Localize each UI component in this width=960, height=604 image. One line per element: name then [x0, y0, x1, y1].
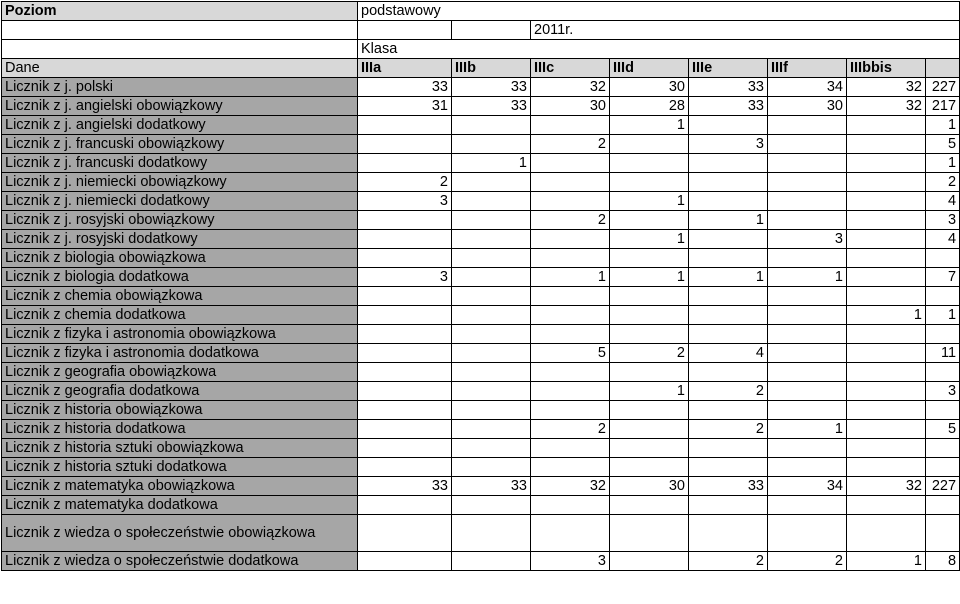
cell-value [358, 401, 452, 420]
cell-value [358, 287, 452, 306]
cell-value [768, 287, 847, 306]
cell-value [689, 306, 768, 325]
cell-value [847, 135, 926, 154]
cell-value: 3 [689, 135, 768, 154]
cell-value: 1 [610, 116, 689, 135]
cell-value: 3 [358, 192, 452, 211]
cell-value [358, 154, 452, 173]
cell-value [768, 515, 847, 552]
cell-value [531, 382, 610, 401]
cell-value: 2 [768, 552, 847, 571]
table-row [2, 211, 960, 230]
cell-value [531, 458, 610, 477]
cell-value: 33 [689, 78, 768, 97]
row-label: Licznik z j. rosyjski obowiązkowy [2, 211, 358, 230]
cell-value [847, 382, 926, 401]
cell-value [847, 268, 926, 287]
cell-value: 2 [689, 552, 768, 571]
cell-value [689, 192, 768, 211]
table-row [2, 382, 960, 401]
row-total [926, 249, 960, 268]
row-total: 227 [926, 78, 960, 97]
table-row [2, 552, 960, 571]
cell-value: 33 [689, 97, 768, 116]
cell-value [689, 230, 768, 249]
cell-value [610, 287, 689, 306]
cell-value [847, 420, 926, 439]
cell-value: 2 [531, 420, 610, 439]
cell-value [358, 116, 452, 135]
cell-value: 32 [531, 78, 610, 97]
cell-value [358, 306, 452, 325]
cell-value [689, 116, 768, 135]
cell-value [358, 420, 452, 439]
cell-value [768, 344, 847, 363]
cell-value [452, 458, 531, 477]
cell-value [689, 363, 768, 382]
table-row [2, 477, 960, 496]
row-label: Licznik z biologia obowiązkowa [2, 249, 358, 268]
row-label: Licznik z historia sztuki obowiązkowa [2, 439, 358, 458]
cell-value: 2 [610, 344, 689, 363]
cell-value [768, 154, 847, 173]
cell-value [452, 496, 531, 515]
cell-value [531, 287, 610, 306]
cell-value [452, 515, 531, 552]
cell-value [452, 344, 531, 363]
cell-value [768, 306, 847, 325]
row-total [926, 287, 960, 306]
cell-value: 32 [847, 78, 926, 97]
table-row [2, 344, 960, 363]
cell-value: 33 [689, 477, 768, 496]
cell-value [689, 401, 768, 420]
row-label: Licznik z j. angielski dodatkowy [2, 116, 358, 135]
cell-value: 30 [768, 97, 847, 116]
row-label: Licznik z wiedza o społeczeństwie obowiązkowa [2, 515, 358, 552]
table-row [2, 135, 960, 154]
cell-value [768, 116, 847, 135]
cell-value [358, 249, 452, 268]
cell-value: 1 [768, 268, 847, 287]
cell-value [358, 552, 452, 571]
cell-value [358, 363, 452, 382]
row-label: Licznik z chemia obowiązkowa [2, 287, 358, 306]
row-total: 8 [926, 552, 960, 571]
cell-value: 33 [358, 477, 452, 496]
cell-value [689, 439, 768, 458]
cell-value [768, 363, 847, 382]
cell-value: 34 [768, 78, 847, 97]
cell-value [358, 439, 452, 458]
table-row [2, 515, 960, 552]
cell-value [452, 306, 531, 325]
year-spacer-3 [452, 21, 531, 40]
cell-value: 3 [531, 552, 610, 571]
class-header: IIIbbis [847, 59, 926, 78]
cell-value [452, 268, 531, 287]
cell-value [689, 249, 768, 268]
cell-value [531, 325, 610, 344]
row-label: Licznik z geografia obowiązkowa [2, 363, 358, 382]
cell-value: 3 [768, 230, 847, 249]
cell-value: 4 [689, 344, 768, 363]
cell-value: 1 [847, 306, 926, 325]
header-row-poziom [2, 2, 960, 21]
header-row-classes [2, 59, 960, 78]
table-row [2, 496, 960, 515]
table-row [2, 306, 960, 325]
row-total [926, 439, 960, 458]
cell-value: 1 [847, 552, 926, 571]
year-spacer-2 [358, 21, 452, 40]
cell-value: 2 [689, 382, 768, 401]
row-total: 2 [926, 173, 960, 192]
row-total [926, 458, 960, 477]
row-label: Licznik z chemia dodatkowa [2, 306, 358, 325]
row-label: Licznik z biologia dodatkowa [2, 268, 358, 287]
cell-value [452, 116, 531, 135]
row-label: Licznik z j. niemiecki dodatkowy [2, 192, 358, 211]
table-row [2, 401, 960, 420]
cell-value [531, 249, 610, 268]
row-total: 227 [926, 477, 960, 496]
cell-value [610, 439, 689, 458]
table-row [2, 97, 960, 116]
cell-value [610, 154, 689, 173]
row-total: 4 [926, 230, 960, 249]
cell-value: 32 [531, 477, 610, 496]
cell-value [768, 249, 847, 268]
cell-value [610, 401, 689, 420]
cell-value [610, 552, 689, 571]
cell-value: 2 [531, 135, 610, 154]
cell-value [768, 458, 847, 477]
row-total [926, 515, 960, 552]
row-label: Licznik z j. francuski dodatkowy [2, 154, 358, 173]
cell-value: 2 [531, 211, 610, 230]
poziom-label: Poziom [2, 2, 358, 21]
class-header: IIIa [358, 59, 452, 78]
year-spacer [2, 21, 358, 40]
cell-value [531, 515, 610, 552]
cell-value: 33 [452, 477, 531, 496]
cell-value [768, 401, 847, 420]
cell-value [847, 344, 926, 363]
cell-value [768, 496, 847, 515]
cell-value [452, 211, 531, 230]
cell-value [610, 496, 689, 515]
table-row [2, 458, 960, 477]
cell-value: 1 [689, 211, 768, 230]
row-total [926, 401, 960, 420]
cell-value [847, 287, 926, 306]
row-total: 11 [926, 344, 960, 363]
cell-value [610, 173, 689, 192]
cell-value [358, 515, 452, 552]
cell-value [610, 363, 689, 382]
table-row [2, 363, 960, 382]
class-header: IIIb [452, 59, 531, 78]
cell-value [768, 382, 847, 401]
klasa-spacer [2, 40, 358, 59]
cell-value [768, 325, 847, 344]
cell-value [847, 496, 926, 515]
row-total [926, 496, 960, 515]
cell-value: 33 [452, 78, 531, 97]
row-total [926, 363, 960, 382]
cell-value: 34 [768, 477, 847, 496]
year-value: 2011r. [531, 21, 960, 40]
cell-value [847, 116, 926, 135]
row-label: Licznik z j. angielski obowiązkowy [2, 97, 358, 116]
cell-value [689, 515, 768, 552]
row-total: 5 [926, 420, 960, 439]
row-label: Licznik z wiedza o społeczeństwie dodatkowa [2, 552, 358, 571]
cell-value: 1 [452, 154, 531, 173]
cell-value: 2 [358, 173, 452, 192]
cell-value [847, 211, 926, 230]
row-label: Licznik z fizyka i astronomia dodatkowa [2, 344, 358, 363]
cell-value [531, 439, 610, 458]
cell-value [610, 306, 689, 325]
cell-value: 1 [531, 268, 610, 287]
cell-value [847, 401, 926, 420]
cell-value [610, 420, 689, 439]
cell-value: 3 [358, 268, 452, 287]
cell-value [358, 211, 452, 230]
row-label: Licznik z j. polski [2, 78, 358, 97]
cell-value [358, 325, 452, 344]
row-label: Licznik z matematyka obowiązkowa [2, 477, 358, 496]
cell-value: 1 [610, 268, 689, 287]
dane-label: Dane [2, 59, 358, 78]
row-label: Licznik z matematyka dodatkowa [2, 496, 358, 515]
row-label: Licznik z geografia dodatkowa [2, 382, 358, 401]
table-row [2, 325, 960, 344]
cell-value [531, 401, 610, 420]
cell-value [452, 420, 531, 439]
row-total [926, 325, 960, 344]
cell-value [847, 325, 926, 344]
cell-value [531, 306, 610, 325]
cell-value: 28 [610, 97, 689, 116]
class-header: IIIe [689, 59, 768, 78]
cell-value [847, 154, 926, 173]
row-label: Licznik z j. francuski obowiązkowy [2, 135, 358, 154]
table-row [2, 287, 960, 306]
cell-value [531, 363, 610, 382]
cell-value [610, 325, 689, 344]
cell-value [689, 173, 768, 192]
cell-value [689, 154, 768, 173]
table-row [2, 439, 960, 458]
header-row-klasa [2, 40, 960, 59]
row-total: 1 [926, 306, 960, 325]
class-header: IIIc [531, 59, 610, 78]
cell-value: 1 [610, 230, 689, 249]
cell-value [689, 496, 768, 515]
row-label: Licznik z historia sztuki dodatkowa [2, 458, 358, 477]
cell-value: 2 [689, 420, 768, 439]
cell-value: 30 [531, 97, 610, 116]
poziom-value: podstawowy [358, 2, 960, 21]
row-total: 1 [926, 154, 960, 173]
table-row [2, 192, 960, 211]
cell-value: 31 [358, 97, 452, 116]
cell-value [847, 439, 926, 458]
cell-value [689, 287, 768, 306]
cell-value [768, 439, 847, 458]
table-row [2, 268, 960, 287]
cell-value [768, 135, 847, 154]
cell-value [358, 458, 452, 477]
cell-value [452, 363, 531, 382]
cell-value [358, 344, 452, 363]
row-total: 4 [926, 192, 960, 211]
row-total: 1 [926, 116, 960, 135]
cell-value [358, 382, 452, 401]
row-total: 3 [926, 211, 960, 230]
total-header [926, 59, 960, 78]
cell-value [610, 515, 689, 552]
header-row-year [2, 21, 960, 40]
table-row [2, 420, 960, 439]
cell-value [847, 458, 926, 477]
table-row [2, 173, 960, 192]
cell-value [452, 249, 531, 268]
cell-value [358, 135, 452, 154]
cell-value [452, 401, 531, 420]
class-header: IIId [610, 59, 689, 78]
klasa-label: Klasa [358, 40, 960, 59]
cell-value [847, 515, 926, 552]
cell-value [847, 192, 926, 211]
cell-value: 32 [847, 477, 926, 496]
cell-value [452, 287, 531, 306]
row-label: Licznik z fizyka i astronomia obowiązkowa [2, 325, 358, 344]
report-table [1, 1, 960, 571]
cell-value [768, 173, 847, 192]
cell-value [610, 211, 689, 230]
table-row [2, 249, 960, 268]
row-total: 5 [926, 135, 960, 154]
cell-value [847, 230, 926, 249]
cell-value [358, 230, 452, 249]
cell-value [452, 135, 531, 154]
cell-value [689, 458, 768, 477]
cell-value [452, 382, 531, 401]
cell-value [531, 496, 610, 515]
row-label: Licznik z historia obowiązkowa [2, 401, 358, 420]
row-total: 217 [926, 97, 960, 116]
cell-value [531, 230, 610, 249]
cell-value: 30 [610, 78, 689, 97]
cell-value [847, 173, 926, 192]
cell-value [452, 325, 531, 344]
cell-value [358, 496, 452, 515]
cell-value [452, 552, 531, 571]
cell-value: 1 [689, 268, 768, 287]
cell-value [768, 211, 847, 230]
table-row [2, 230, 960, 249]
row-total: 3 [926, 382, 960, 401]
cell-value [689, 325, 768, 344]
row-label: Licznik z historia dodatkowa [2, 420, 358, 439]
cell-value [452, 173, 531, 192]
cell-value [847, 363, 926, 382]
cell-value: 1 [768, 420, 847, 439]
cell-value [531, 192, 610, 211]
cell-value: 33 [452, 97, 531, 116]
cell-value [610, 458, 689, 477]
cell-value: 30 [610, 477, 689, 496]
cell-value [847, 249, 926, 268]
table-row [2, 78, 960, 97]
cell-value [531, 116, 610, 135]
row-total: 7 [926, 268, 960, 287]
cell-value [610, 135, 689, 154]
cell-value [531, 154, 610, 173]
cell-value [452, 192, 531, 211]
cell-value [452, 439, 531, 458]
row-label: Licznik z j. rosyjski dodatkowy [2, 230, 358, 249]
cell-value: 1 [610, 382, 689, 401]
cell-value [768, 192, 847, 211]
table-row [2, 116, 960, 135]
cell-value [531, 173, 610, 192]
cell-value: 32 [847, 97, 926, 116]
cell-value: 5 [531, 344, 610, 363]
cell-value: 33 [358, 78, 452, 97]
cell-value: 1 [610, 192, 689, 211]
class-header: IIIf [768, 59, 847, 78]
cell-value [452, 230, 531, 249]
table-row [2, 154, 960, 173]
row-label: Licznik z j. niemiecki obowiązkowy [2, 173, 358, 192]
cell-value [610, 249, 689, 268]
